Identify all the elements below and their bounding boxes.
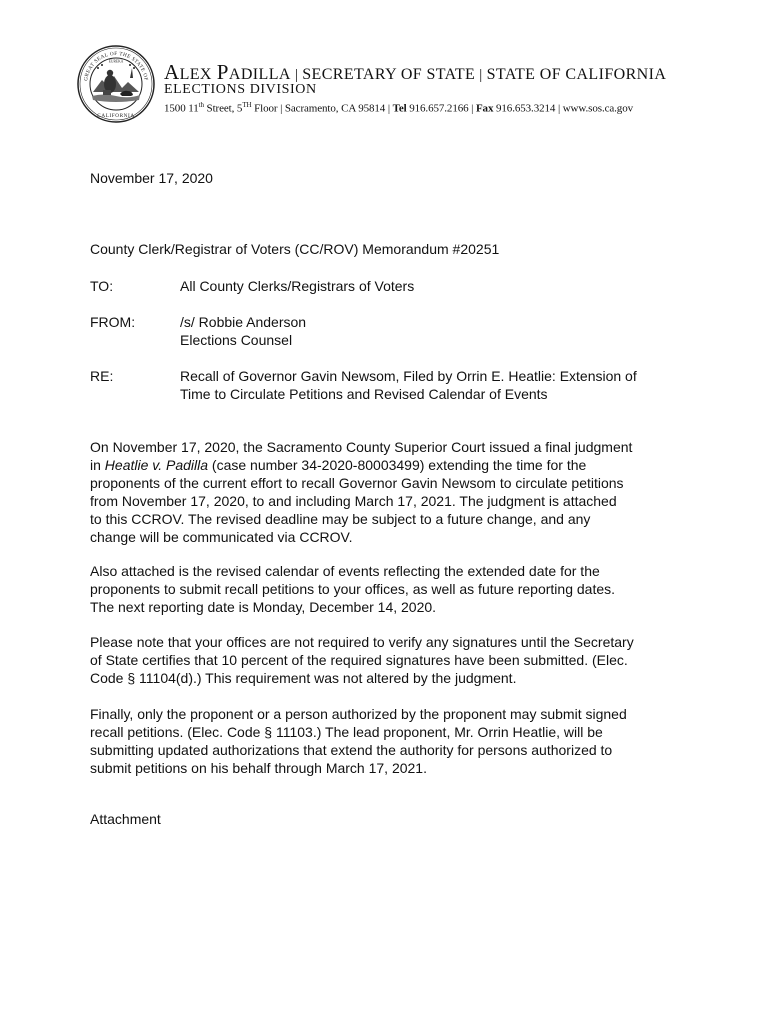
attachment-label: Attachment xyxy=(90,811,161,827)
paragraph-1: On November 17, 2020, the Sacramento County Superior Court issued a final judgment in Heatlie v. Padilla (case number 34-2020-80003499) extending the time for the proponents of the current effort to recall Governor Gavin Newsom to circulate petitions from November 17, 2020, to and including March 17, 2021. The judgment is attached to this CCROV. The revised deadline may be subject to a future change, and any change will be communicated via CCROV. xyxy=(90,439,633,545)
seal-text-bottom: CALIFORNIA xyxy=(97,113,135,119)
state-name: STATE OF CALIFORNIA xyxy=(486,66,667,83)
from-label: FROM: xyxy=(90,314,136,330)
secretary-name: ALEX PADILLA xyxy=(164,60,291,84)
memo-date: November 17, 2020 xyxy=(90,170,213,186)
re-label: RE: xyxy=(90,368,114,384)
seal-motto: EUREKA xyxy=(108,59,124,64)
secretary-title: SECRETARY OF STATE xyxy=(302,66,476,83)
from-title: Elections Counsel xyxy=(180,332,293,348)
california-state-seal xyxy=(76,44,156,124)
paragraph-2: Also attached is the revised calendar of events reflecting the extended date for the proponents to submit recall petitions to your offices, as well as future reporting dates. The next reporting date is Monday, December 14, 2020. xyxy=(90,563,616,615)
from-name: /s/ Robbie Anderson xyxy=(180,314,307,330)
memo-title: County Clerk/Registrar of Voters (CC/ROV) Memorandum #20251 xyxy=(90,241,500,257)
to-value: All County Clerks/Registrars of Voters xyxy=(180,278,415,294)
to-label: TO: xyxy=(90,278,114,294)
re-line-2: Time to Circulate Petitions and Revised Calendar of Events xyxy=(180,386,548,402)
paragraph-4: Finally, only the proponent or a person authorized by the proponent may submit signed recall petitions. (Elec. Code § 11103.) The lead proponent, Mr. Orrin Heatlie, will be submitting updated authorizations that extend the authority for persons authorized to submit petitions on his behalf through March 17, 2021. xyxy=(90,706,627,776)
contact-line: 1500 11th Street, 5TH Floor | Sacramento, CA 95814 | Tel 916.657.2166 | Fax 916.653.3214 | www.sos.ca.gov xyxy=(164,101,634,115)
case-name: Heatlie v. Padilla xyxy=(104,457,209,473)
division-name: ELECTIONS DIVISION xyxy=(164,82,317,97)
svg-text:GREAT SEAL OF THE STATE OF xyxy=(83,51,149,81)
seal-text-top: GREAT SEAL OF THE STATE OF xyxy=(83,50,149,82)
letterhead-title-line: ALEX PADILLA | SECRETARY OF STATE | STATE OF CALIFORNIA xyxy=(164,60,667,84)
paragraph-3: Please note that your offices are not required to verify any signatures until the Secretary of State certifies that 10 percent of the required signatures have been submitted. (Elec. Code § 11104(d).) This requirement was not altered by the judgment. xyxy=(90,634,634,686)
letterhead xyxy=(76,44,736,128)
re-line-1: Recall of Governor Gavin Newsom, Filed by Orrin E. Heatlie: Extension of xyxy=(180,368,637,384)
